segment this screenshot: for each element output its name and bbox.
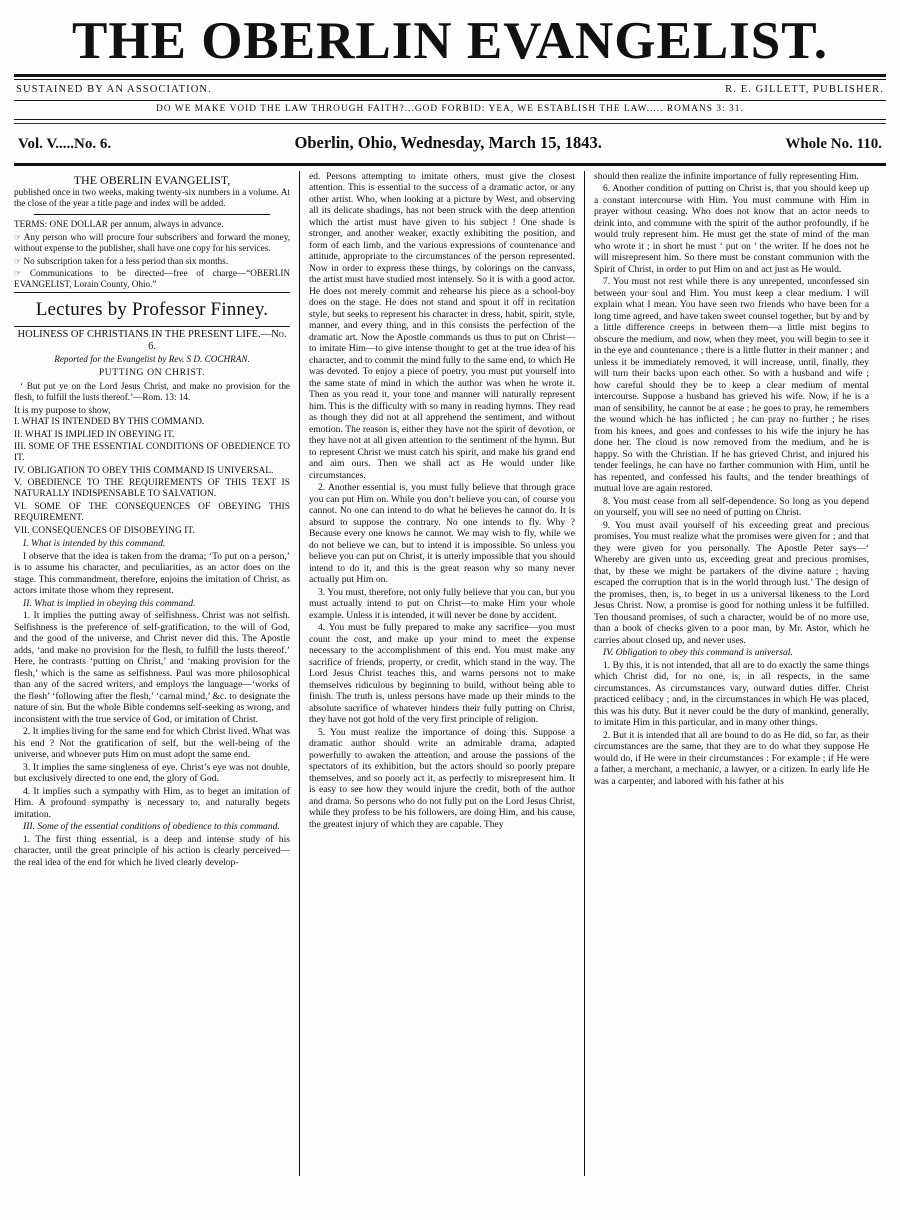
newspaper-title: THE OBERLIN EVANGELIST. <box>72 12 828 70</box>
terms-item-0: ONE DOLLAR per annum, always in advance. <box>49 218 224 229</box>
issue-rule-thick <box>14 163 886 166</box>
outline-item-3: IV. OBLIGATION TO OBEY THIS COMMAND IS UNIVERSAL. <box>14 465 274 476</box>
lecture-reporter: Reported for the Evangelist by Rev. S D. COCHRAN. <box>54 354 250 365</box>
section-3-item-0: 1. The first thing essential, is a deep and intense study of his character, until the great principle of his action is clearly perceived—the real idea of the end for which he lived clearly develop- <box>14 833 290 868</box>
col2-paragraph-2: 3. You must, therefore, not only fully believe that you can, but you must actually intend to put on Christ—to make Him your whole example. Unless it is intended, it will never be done by accident. <box>309 586 575 621</box>
outline-item-4: V. OBEDIENCE TO THE REQUIREMENTS OF THIS TEXT IS NATURALLY INDISPENSABLE TO SALVATION. <box>14 478 290 500</box>
whole-number: Whole No. 110. <box>785 135 882 152</box>
pointing-hand-icon: ☞ <box>14 269 22 279</box>
col3-paragraph-2: 7. You must not rest while there is any unrepented, unconfessed sin between your soul and Him. You must keep a clear medium. I will explain what I mean. You have seen two friends who have been for a long time agreed, and have taken sweet counsel together, but by and by a little difference creeps in between them—a little mist begins to obscure the medium, and now, when they meet, you will begin to see it in the eye and countenance ; there is a little flutter in their manner ; and unless it be immediately removed, it will increase, until, finally, they will turn their backs upon each other. So with a husband and wife ; how careful should they be to keep a clear medium of mental intercourse. Suppose a husband has grieved his wife. Now, if he is a man of sensibility, he cannot be at ease ; he goes to pray, he remembers the wound which he has inflicted ; he can pray no further ; he rises from his knees, and goes and confesses to his wife the injury he has done her. The cloud is now removed from the medium, and he is happy. So with the Christian. If he has grieved Christ, and injured his tender feelings, he can have no farther communion with Him, until he has repented, and confessed his faults, and the tender breathings of mutual love are again restored. <box>594 276 869 495</box>
section-3-heading: III. Some of the essential conditions of obedience to this command. <box>23 821 280 833</box>
masthead-rule-3 <box>14 119 886 120</box>
lecture-topic: PUTTING ON CHRIST. <box>98 367 206 379</box>
place-and-date: Oberlin, Ohio, Wednesday, March 15, 1843. <box>294 132 602 152</box>
terms-heading: TERMS: <box>14 218 48 229</box>
purpose-line: It is my purpose to show, <box>14 404 111 416</box>
pointing-hand-icon: ☞ <box>14 256 22 266</box>
outline-item-0: I. WHAT IS INTENDED BY THIS COMMAND. <box>14 417 205 428</box>
section-4-heading: IV. Obligation to obey this command is universal. <box>603 647 793 659</box>
outline-item-5: VI. SOME OF THE CONSEQUENCES OF OBEYING THIS REQUIREMENT. <box>14 501 290 524</box>
col2-paragraph-1: 2. Another essential is, you must fully believe that through grace you can put Him on. While you don’t believe you can, of course you cannot. No one can intend to do what he believes he cannot do. It is absurd to suppose the contrary. No one intends to fly. Why ? Because every one knows he cannot. We may wish to fly, while we do not believe we can, but to intend it is impossible. So unless you believe you can put on Christ, it is utterly impossible that you should intend to do it, and this is the great reason why so many never actually put Him on. <box>309 482 575 586</box>
col3-paragraph-4: 9. You must avail yourself of his exceeding great and precious promises. You must realize what the promises were given for ; and that they were given for you personally. The Apostle Peter says—‘ Whereby are given unto us, exceeding great and precious promises, that, by these we might be partakers of the divine nature ; having escaped the corruption that is in the world through lust.’ The design of the promises, then, is, to beget in us a universal likeness to the Lord Jesus Christ. Now, a promise is good for nothing unless it be fulfilled. Ten thousand promises, of such a character, would be of no more use, than a book of checks given to a poor man, by Mr. Astor, which he carries about closed up, and never uses. <box>594 519 869 646</box>
section-2-item-3: 4. It implies such a sympathy with Him, as to beget an imitation of Him. A profound sympathy is necessary to, and naturally begets imitation. <box>14 785 290 820</box>
paper-name-heading: THE OBERLIN EVANGELIST, <box>73 172 231 187</box>
section-4-item-1: 2. But it is intended that all are bound to do as He did, so far, as their circumstances are the same, that they are to do what they suppose He would do, if He were in their circumstances : For example ; if He were a father, a merchant, a mechanic, a lawyer, or a citizen. In early life He was a carpenter, and labored with his father at his <box>594 729 869 787</box>
section-1-body: I observe that the idea is taken from the drama; ‘To put on a person,’ is to assume his character, and peculiarities, as an actor does on the stage. This commandment, therefore, enjoins the imitation of Christ, as actors imitate those whom they represent. <box>14 550 290 597</box>
publication-note: published once in two weeks, making twenty-six numbers in a volume. At the close of the year a title page and index will be added. <box>14 188 290 209</box>
section-4-item-0: 1. By this, it is not intended, that all are to do exactly the same things which Christ did, for no one, is, in all respects, in the same circumstances. As circumstances vary, outward duties differ. Christ practiced celibacy ; and, in the circumstances in which He was placed, this was his duty. But it never could be the duty of mankind, generally, to imitate Him in this particular, and in many other things. <box>594 659 869 729</box>
col2-paragraph-3: 4. You must be fully prepared to make any sacrifice—you must count the cost, and make up your mind to meet the expense necessary to the accomplishment of this end. You must make any sacrifice of friends, property, or credit, which stand in the way. The Lord Jesus Christ teaches this, and warns persons not to make themselves ridiculous by beginning to build, without being able to finish. The truth is, unless persons have made up their minds to the absolute sacrifice of whatever hinders their fully putting on Christ, they have not got hold of the very first principle of religion. <box>309 622 575 726</box>
terms-item-1: Any person who will procure four subscribers and forward the money, without expense to the publisher, shall have one copy for his services. <box>14 231 290 253</box>
sustained-by-line: SUSTAINED BY AN ASSOCIATION. <box>16 83 212 95</box>
terms-item-3: Communications to be directed—free of charge—“OBERLIN EVANGELIST, Lorain County, Ohio.” <box>14 268 291 290</box>
terms-line-2 <box>14 232 290 254</box>
column-divider-3 <box>14 326 290 327</box>
column-one <box>14 171 299 1176</box>
col3-paragraph-3: 8. You must cease from all self-dependence. So long as you depend on yourself, you will see no need of putting on Christ. <box>594 495 869 519</box>
section-1-heading: I. What is intended by this command. <box>23 538 166 550</box>
section-2-item-2: 3. It implies the same singleness of eye. Christ’s eye was not double, but exclusively directed to one end, the glory of God. <box>14 761 290 785</box>
terms-block <box>14 219 290 290</box>
lectures-headline: Lectures by Professor Finney. <box>35 299 269 321</box>
masthead-rule-thick <box>14 74 886 77</box>
issue-info-row <box>14 127 886 159</box>
terms-line-1 <box>14 219 290 230</box>
section-2-heading: II. What is implied in obeying this command. <box>23 597 196 609</box>
section-2-item-1: 2. It implies living for the same end for which Christ lived. What was his end ? Not the gratification of self, but the well-being of the universe, and whoever puts Him on must adopt the same end. <box>14 726 290 761</box>
lecture-outline <box>14 417 290 537</box>
masthead-motto: DO WE MAKE VOID THE LAW THROUGH FAITH?...GOD FORBID: YEA, WE ESTABLISH THE LAW..... ROMANS 3: 31. <box>156 103 744 114</box>
col3-paragraph-0: should then realize the infinite importance of fully representing Him. <box>594 170 859 182</box>
column-two <box>299 171 584 1176</box>
column-divider-2 <box>14 292 290 293</box>
terms-line-4 <box>14 268 290 290</box>
col2-paragraph-0: ed. Persons attempting to imitate others, must give the closest attention. This is essential to the success of a dramatic actor, or any other artist. Who, when looking at a picture by West, and observing all its delicate shadings, has not been struck with the deep attention which the artist must have given to his subject ! One shade is stronger, and another weaker, exactly exhibiting the position, and form of each limb, and the various expressions of countenance and attitude, appropriate to the circumstances of the person represented. Now in order to express these things, by colorings on the canvass, the artist must have studied most intensely. So it is with a good actor. He does not merely commit and rehearse his piece as a school-boy does on the stage. He does not stand and spout it off in recitation style, but seeks to represent his character in dress, habit, spirit, style, manner, and every thing, and in this consists the perfection of the dramatic art. Now the Apostle commands us thus to put on Christ—to imitate Him—to give intense thought to get at the true idea of his character, and to commit the mind fully to the same end, to which He was devoted. To enjoy a piece of poetry, you must put yourself into the same state of mind in which the author was when he wrote it. Then as you read it, your tone and manner will naturally represent him. This is the difficulty with so many in reading hymns. They read as though they did not at all apprehend the sentiment, and without emotion. The reason is, either they have not the spirit of devotion, or they have not at all given attention to the sentiment of the hymn. But to represent Christ we must catch his spirit, and make his grand end and aim ours. Then we shall act as He would under like circumstances. <box>309 170 575 481</box>
section-2-item-0: 1. It implies the putting away of selfishness. Christ was not selfish. Selfishness is the preference of self-gratification, to the will of God, and the good of the universe, and Christ never did this. The Apostle adds, ‘and make no provision for the flesh, to fulfill the lusts thereof.’ Here, he contrasts ‘putting on Christ,’ and ‘making provision for the flesh,’ which is the same as selfishness. Paul was more philosophical than any of the sacred writers, and employs the language—‘works of the flesh’ ‘following after the flesh,’ ‘carnal mind,’ &c. to designate the nature of sin. But the whole Bible condemns self-seeking as wrong, and inconsistent with the true service of God, or imitation of Christ. <box>14 610 290 725</box>
column-divider-1 <box>34 214 270 215</box>
col3-paragraph-1: 6. Another condition of putting on Christ is, that you should keep up a constant intercourse with Him. You must commune with Him in prayer without ceasing. Who does not know that an actor needs to drink into, and commune with the spirit of the author profoundly, if he would truly represent him. He must get the state of mind of the man who wrote it ; in short he must ‘ put on ’ the writer. If he does not he will misrepresent him. So there must be constant communion with the Spirit of Christ, in order to put Him on and act just as He would. <box>594 183 869 275</box>
pointing-hand-icon: ☞ <box>14 232 22 242</box>
article-columns <box>14 171 886 1176</box>
column-three <box>584 171 869 1176</box>
outline-item-6: VII. CONSEQUENCES OF DISOBEYING IT. <box>14 525 195 536</box>
masthead-rule-4 <box>14 123 886 124</box>
col2-paragraph-4: 5. You must realize the importance of doing this. Suppose a dramatic author should write an admirable drama, adapted powerfully to awaken the attention, and arouse the passions of the spectators of its exhibition, but the actors should so poorly prepare themselves, and so poorly act it, as perfectly to misrepresent him. It is easy to see how they would injure the credit, both of the author and drama. So persons who do not fully put on the Lord Jesus Christ, while they profess to be his followers, are doing Him, and his cause, the greatest injury of which they are capable. They <box>309 726 575 830</box>
publisher-line: R. E. GILLETT, PUBLISHER. <box>725 83 884 95</box>
lecture-subtitle: HOLINESS OF CHRISTIANS IN THE PRESENT LIFE.—No. 6. <box>17 328 287 352</box>
scripture-text: ‘ But put ye on the Lord Jesus Christ, and make no provision for the flesh, to fulfill the lusts thereof.’—Rom. 13: 14. <box>14 380 290 402</box>
outline-item-1: II. WHAT IS IMPLIED IN OBEYING IT. <box>14 429 175 440</box>
terms-item-2: No subscription taken for a less period than six months. <box>23 255 229 266</box>
masthead-info-row <box>14 80 886 98</box>
terms-line-3 <box>14 256 290 267</box>
outline-item-2: III. SOME OF THE ESSENTIAL CONDITIONS OF OBEDIENCE TO IT. <box>14 441 290 464</box>
volume-number: Vol. V.....No. 6. <box>18 135 112 152</box>
